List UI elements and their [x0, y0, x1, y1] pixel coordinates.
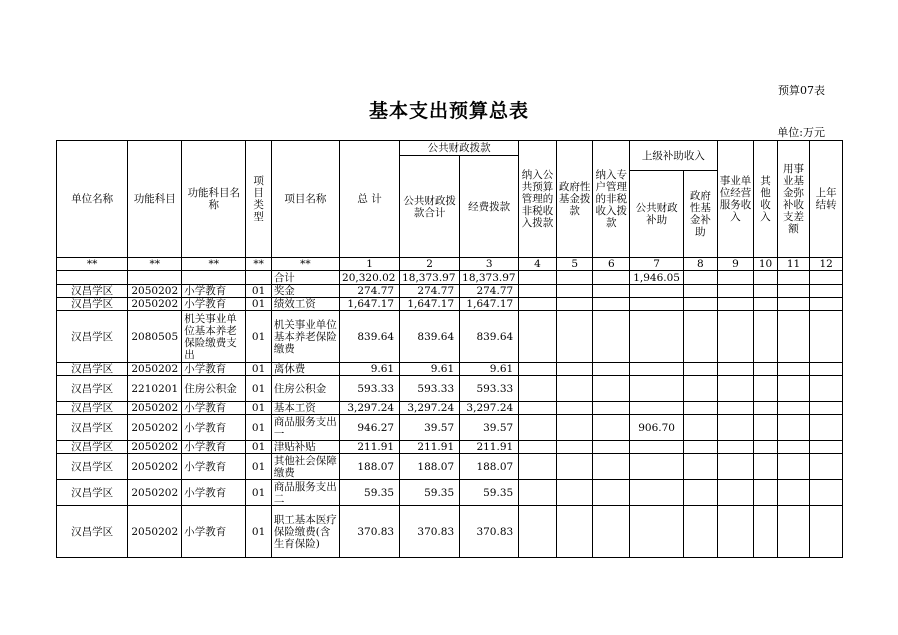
cell-special-account: [593, 402, 630, 415]
cell-func-name: 住房公积金: [182, 376, 246, 402]
cell-non-tax: [519, 363, 557, 376]
header-business-income: 事业单位经营服务收入: [717, 141, 754, 258]
cell-business-income: [717, 506, 754, 558]
cell-superior-subsidy: [630, 376, 684, 402]
cell-fee: 3,297.24: [460, 402, 519, 415]
index-cell: 12: [810, 258, 843, 271]
cell-public-fiscal-total: 370.83: [400, 506, 460, 558]
cell-func-code: 2210201: [128, 376, 182, 402]
cell-proj-type: 01: [246, 376, 271, 402]
cell-total: 370.83: [340, 506, 400, 558]
index-cell: 8: [684, 258, 718, 271]
cell-non-tax: [519, 298, 557, 311]
cell-fee: 188.07: [460, 454, 519, 480]
cell-fund-compensation: [777, 441, 810, 454]
cell-special-account: [593, 311, 630, 363]
cell-unit: 汉昌学区: [57, 376, 128, 402]
cell-total: 593.33: [340, 376, 400, 402]
cell-other-income: [754, 441, 777, 454]
cell-superior-gov-fund: [684, 415, 718, 441]
cell-carryover: [810, 285, 843, 298]
cell-public-fiscal-total: 3,297.24: [400, 402, 460, 415]
cell-fund-compensation: [777, 402, 810, 415]
index-cell: 7: [630, 258, 684, 271]
cell-superior-gov-fund: [684, 506, 718, 558]
cell-total: 188.07: [340, 454, 400, 480]
cell-fee: 9.61: [460, 363, 519, 376]
cell-proj-name: 离休费: [271, 363, 339, 376]
cell-fee: 1,647.17: [460, 298, 519, 311]
cell-business-income: [717, 480, 754, 506]
cell-func-name: 小学教育: [182, 285, 246, 298]
cell-fund-compensation: [777, 415, 810, 441]
header-total: 总 计: [340, 141, 400, 258]
total-public-fiscal: 18,373.97: [400, 271, 460, 285]
table-row: [57, 415, 843, 441]
cell-fee: 39.57: [460, 415, 519, 441]
cell-fee: 59.35: [460, 480, 519, 506]
table-row: [57, 506, 843, 558]
cell-public-fiscal-total: 274.77: [400, 285, 460, 298]
cell-business-income: [717, 454, 754, 480]
index-cell: **: [271, 258, 339, 271]
total-superior-subsidy: 1,946.05: [630, 271, 684, 285]
cell-total: 211.91: [340, 441, 400, 454]
cell-special-account: [593, 298, 630, 311]
cell-gov-fund: [556, 376, 593, 402]
cell-gov-fund: [556, 454, 593, 480]
header-proj-type: 项目类型: [246, 141, 271, 258]
cell-business-income: [717, 376, 754, 402]
cell-fee: 211.91: [460, 441, 519, 454]
index-cell: 10: [754, 258, 777, 271]
cell-superior-subsidy: [630, 363, 684, 376]
cell-business-income: [717, 415, 754, 441]
cell-superior-subsidy: [630, 480, 684, 506]
cell-total: 946.27: [340, 415, 400, 441]
index-cell: 9: [717, 258, 754, 271]
cell-func-name: 小学教育: [182, 454, 246, 480]
table-row: [57, 454, 843, 480]
header-proj-name: 项目名称: [271, 141, 339, 258]
cell-superior-gov-fund: [684, 363, 718, 376]
cell-superior-gov-fund: [684, 441, 718, 454]
cell-proj-type: 01: [246, 480, 271, 506]
cell-carryover: [810, 506, 843, 558]
cell-superior-subsidy: [630, 454, 684, 480]
cell-gov-fund: [556, 402, 593, 415]
cell-gov-fund: [556, 363, 593, 376]
cell-unit: 汉昌学区: [57, 441, 128, 454]
cell-carryover: [810, 298, 843, 311]
cell-gov-fund: [556, 441, 593, 454]
cell-fund-compensation: [777, 298, 810, 311]
cell-func-code: 2050202: [128, 415, 182, 441]
cell-gov-fund: [556, 506, 593, 558]
cell-superior-subsidy: [630, 441, 684, 454]
header-fee-appropriation: 经费拨款: [460, 156, 519, 258]
page-title: 基本支出预算总表: [368, 100, 529, 122]
cell-superior-subsidy: [630, 402, 684, 415]
cell-non-tax: [519, 285, 557, 298]
cell-unit: 汉昌学区: [57, 298, 128, 311]
cell-func-name: 小学教育: [182, 415, 246, 441]
cell-unit: 汉昌学区: [57, 363, 128, 376]
header-fund-compensation: 用事业基金弥补收支差额: [777, 141, 810, 258]
cell-public-fiscal-total: 1,647.17: [400, 298, 460, 311]
cell-special-account: [593, 480, 630, 506]
index-cell: 3: [460, 258, 519, 271]
cell-func-code: 2050202: [128, 285, 182, 298]
index-cell: **: [182, 258, 246, 271]
cell-func-code: 2050202: [128, 363, 182, 376]
cell-public-fiscal-total: 839.64: [400, 311, 460, 363]
form-number: 预算07表: [778, 84, 825, 97]
cell-proj-name: 机关事业单位基本养老保险缴费: [271, 311, 339, 363]
cell-non-tax: [519, 441, 557, 454]
cell-proj-name: 绩效工资: [271, 298, 339, 311]
total-label: 合计: [271, 271, 339, 285]
cell-proj-name: 其他社会保障缴费: [271, 454, 339, 480]
cell-fee: 593.33: [460, 376, 519, 402]
cell-public-fiscal-total: 188.07: [400, 454, 460, 480]
cell-superior-subsidy: 906.70: [630, 415, 684, 441]
cell-unit: 汉昌学区: [57, 402, 128, 415]
cell-func-code: 2050202: [128, 506, 182, 558]
cell-total: 274.77: [340, 285, 400, 298]
cell-func-code: 2050202: [128, 402, 182, 415]
cell-business-income: [717, 285, 754, 298]
cell-carryover: [810, 441, 843, 454]
cell-total: 9.61: [340, 363, 400, 376]
cell-non-tax: [519, 311, 557, 363]
cell-func-name: 小学教育: [182, 298, 246, 311]
cell-func-code: 2050202: [128, 454, 182, 480]
header-superior-gov-fund-subsidy: 政府性基金补助: [684, 171, 718, 258]
table-row: [57, 298, 843, 311]
cell-fund-compensation: [777, 376, 810, 402]
cell-other-income: [754, 285, 777, 298]
cell-public-fiscal-total: 39.57: [400, 415, 460, 441]
cell-unit: 汉昌学区: [57, 415, 128, 441]
unit-label: 单位:万元: [777, 126, 825, 139]
cell-special-account: [593, 363, 630, 376]
index-cell: 6: [593, 258, 630, 271]
cell-proj-type: 01: [246, 285, 271, 298]
cell-unit: 汉昌学区: [57, 454, 128, 480]
cell-carryover: [810, 311, 843, 363]
cell-func-code: 2050202: [128, 441, 182, 454]
cell-proj-type: 01: [246, 402, 271, 415]
cell-proj-name: 商品服务支出一: [271, 415, 339, 441]
cell-public-fiscal-total: 9.61: [400, 363, 460, 376]
cell-proj-type: 01: [246, 363, 271, 376]
cell-superior-gov-fund: [684, 480, 718, 506]
budget-table: [56, 140, 843, 558]
cell-carryover: [810, 363, 843, 376]
cell-func-name: 小学教育: [182, 441, 246, 454]
table-row: [57, 363, 843, 376]
cell-superior-subsidy: [630, 298, 684, 311]
total-fee: 18,373.97: [460, 271, 519, 285]
cell-func-code: 2080505: [128, 311, 182, 363]
cell-total: 1,647.17: [340, 298, 400, 311]
cell-fund-compensation: [777, 285, 810, 298]
cell-superior-gov-fund: [684, 298, 718, 311]
cell-proj-name: 职工基本医疗保险缴费(含生育保险): [271, 506, 339, 558]
index-cell: **: [57, 258, 128, 271]
table-row: [57, 441, 843, 454]
cell-gov-fund: [556, 311, 593, 363]
header-non-tax-budget: 纳入公共预算管理的非税收入拨款: [519, 141, 557, 258]
cell-superior-gov-fund: [684, 285, 718, 298]
cell-func-name: 机关事业单位基本养老保险缴费支出: [182, 311, 246, 363]
cell-other-income: [754, 376, 777, 402]
cell-business-income: [717, 311, 754, 363]
total-total: 20,320.02: [340, 271, 400, 285]
cell-total: 839.64: [340, 311, 400, 363]
cell-special-account: [593, 454, 630, 480]
table-row: [57, 311, 843, 363]
cell-proj-name: 商品服务支出二: [271, 480, 339, 506]
cell-proj-type: 01: [246, 415, 271, 441]
cell-unit: 汉昌学区: [57, 480, 128, 506]
cell-func-name: 小学教育: [182, 480, 246, 506]
cell-proj-type: 01: [246, 298, 271, 311]
cell-special-account: [593, 441, 630, 454]
cell-non-tax: [519, 376, 557, 402]
index-cell: **: [246, 258, 271, 271]
cell-superior-subsidy: [630, 506, 684, 558]
cell-fee: 839.64: [460, 311, 519, 363]
cell-special-account: [593, 376, 630, 402]
cell-other-income: [754, 402, 777, 415]
cell-public-fiscal-total: 59.35: [400, 480, 460, 506]
index-cell: 5: [556, 258, 593, 271]
cell-proj-type: 01: [246, 506, 271, 558]
cell-fund-compensation: [777, 311, 810, 363]
cell-carryover: [810, 415, 843, 441]
cell-func-code: 2050202: [128, 298, 182, 311]
cell-func-name: 小学教育: [182, 363, 246, 376]
cell-superior-gov-fund: [684, 454, 718, 480]
cell-other-income: [754, 506, 777, 558]
cell-non-tax: [519, 454, 557, 480]
cell-gov-fund: [556, 285, 593, 298]
cell-public-fiscal-total: 211.91: [400, 441, 460, 454]
index-cell: **: [128, 258, 182, 271]
cell-func-code: 2050202: [128, 480, 182, 506]
cell-func-name: 小学教育: [182, 506, 246, 558]
total-row: [57, 271, 843, 285]
index-cell: 4: [519, 258, 557, 271]
cell-fund-compensation: [777, 480, 810, 506]
cell-business-income: [717, 441, 754, 454]
cell-total: 3,297.24: [340, 402, 400, 415]
header-unit-name: 单位名称: [57, 141, 128, 258]
header-func-code: 功能科目: [128, 141, 182, 258]
cell-superior-gov-fund: [684, 376, 718, 402]
cell-public-fiscal-total: 593.33: [400, 376, 460, 402]
table-row: [57, 376, 843, 402]
cell-proj-type: 01: [246, 311, 271, 363]
cell-proj-name: 奖金: [271, 285, 339, 298]
header-prev-year-carryover: 上年结转: [810, 141, 843, 258]
cell-gov-fund: [556, 415, 593, 441]
cell-superior-gov-fund: [684, 402, 718, 415]
cell-superior-subsidy: [630, 285, 684, 298]
cell-fund-compensation: [777, 506, 810, 558]
table-row: [57, 285, 843, 298]
table-row: [57, 402, 843, 415]
cell-carryover: [810, 376, 843, 402]
header-gov-fund: 政府性基金拨款: [556, 141, 593, 258]
cell-unit: 汉昌学区: [57, 506, 128, 558]
cell-func-name: 小学教育: [182, 402, 246, 415]
table-row: [57, 480, 843, 506]
cell-unit: 汉昌学区: [57, 311, 128, 363]
cell-carryover: [810, 402, 843, 415]
cell-special-account: [593, 285, 630, 298]
cell-unit: 汉昌学区: [57, 285, 128, 298]
cell-proj-name: 津贴补贴: [271, 441, 339, 454]
header-superior-subsidy-group: 上级补助收入: [630, 141, 718, 171]
cell-other-income: [754, 454, 777, 480]
cell-business-income: [717, 298, 754, 311]
cell-other-income: [754, 480, 777, 506]
cell-superior-subsidy: [630, 311, 684, 363]
cell-fee: 370.83: [460, 506, 519, 558]
cell-non-tax: [519, 415, 557, 441]
cell-non-tax: [519, 506, 557, 558]
cell-carryover: [810, 454, 843, 480]
cell-fund-compensation: [777, 363, 810, 376]
cell-proj-type: 01: [246, 441, 271, 454]
cell-gov-fund: [556, 480, 593, 506]
cell-business-income: [717, 402, 754, 415]
index-cell: 11: [777, 258, 810, 271]
cell-special-account: [593, 415, 630, 441]
cell-gov-fund: [556, 298, 593, 311]
cell-proj-name: 基本工资: [271, 402, 339, 415]
header-public-fiscal-group: 公共财政拨款: [400, 141, 519, 156]
cell-other-income: [754, 298, 777, 311]
header-other-income: 其他收入: [754, 141, 777, 258]
header-public-fiscal-total: 公共财政拨款合计: [400, 156, 460, 258]
cell-other-income: [754, 311, 777, 363]
cell-carryover: [810, 480, 843, 506]
index-row: [57, 258, 843, 271]
cell-non-tax: [519, 402, 557, 415]
cell-proj-type: 01: [246, 454, 271, 480]
cell-total: 59.35: [340, 480, 400, 506]
cell-superior-gov-fund: [684, 311, 718, 363]
cell-business-income: [717, 363, 754, 376]
index-cell: 1: [340, 258, 400, 271]
cell-other-income: [754, 415, 777, 441]
header-special-account: 纳入专户管理的非税收入拨款: [593, 141, 630, 258]
cell-special-account: [593, 506, 630, 558]
header-func-name: 功能科目名称: [182, 141, 246, 258]
index-cell: 2: [400, 258, 460, 271]
cell-fund-compensation: [777, 454, 810, 480]
cell-non-tax: [519, 480, 557, 506]
cell-fee: 274.77: [460, 285, 519, 298]
cell-other-income: [754, 363, 777, 376]
cell-proj-name: 住房公积金: [271, 376, 339, 402]
header-superior-public-subsidy: 公共财政补助: [630, 171, 684, 258]
